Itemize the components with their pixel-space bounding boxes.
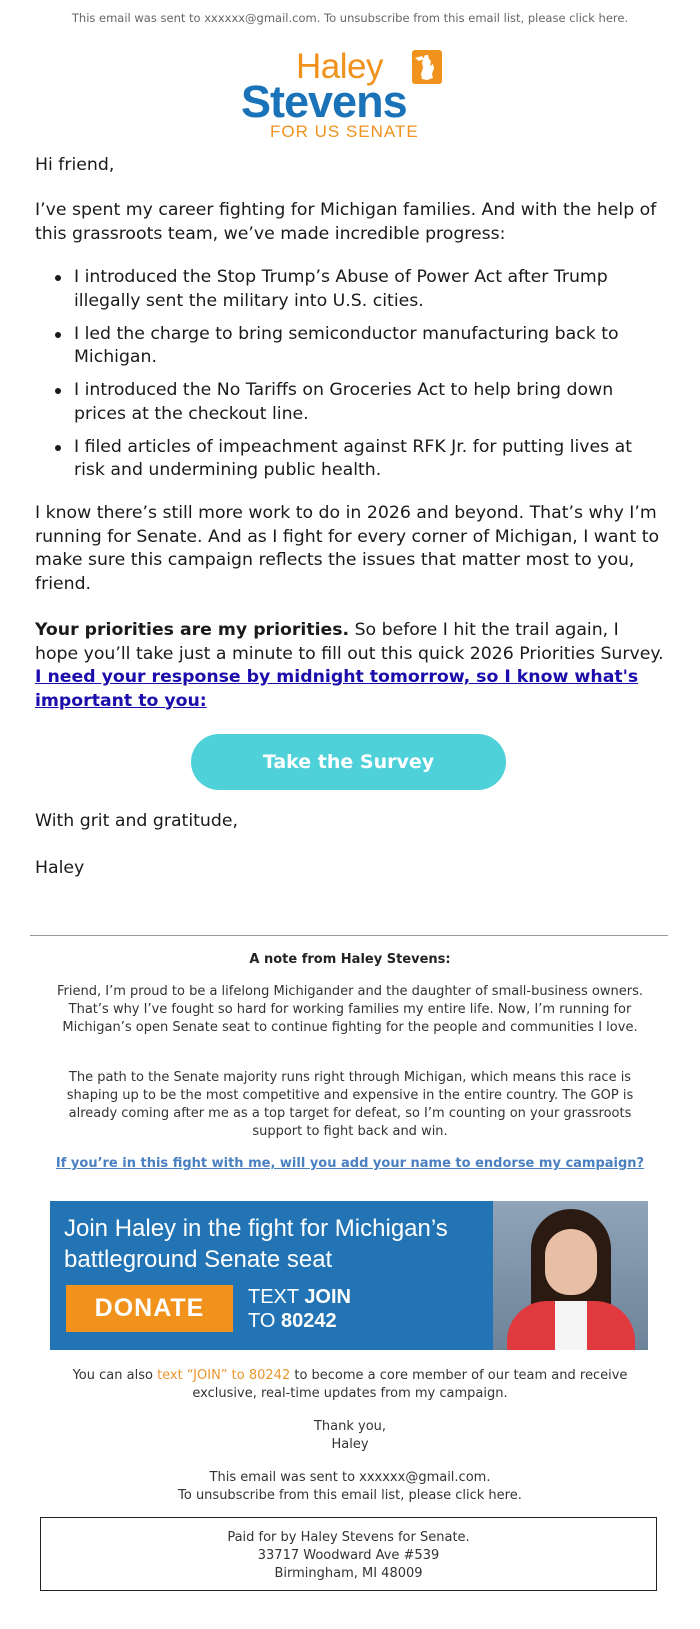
note-paragraph-1: Friend, I’m proud to be a lifelong Michigander and the daughter of small-business owners. That’s why I’ve fought so hard for working families my entire life. Now, I’m running for Michigan’s open Senate seat to continue fighting for the people and communities I love. <box>57 984 643 1035</box>
divider <box>30 935 668 936</box>
paid-for-box <box>40 1517 657 1591</box>
list-item: I led the charge to bring semiconductor manufacturing back to Michigan. <box>74 323 664 370</box>
survey-text: So before I hit the trail again, I hope you’ll take just a minute to fill out this quick 2026 Priorities Survey. <box>35 620 664 664</box>
candidate-photo <box>493 1201 648 1350</box>
text-number: 80242 <box>280 1310 337 1332</box>
preheader-text[interactable]: This email was sent to xxxxxx@gmail.com. To unsubscribe from this email list, please click here. <box>71 11 629 25</box>
intro-paragraph: I’ve spent my career fighting for Michigan families. And with the help of this grassroots team, we’ve made incredible progress: <box>35 200 657 244</box>
unsubscribe-link[interactable]: To unsubscribe from this email list, please click here. <box>178 1488 522 1503</box>
list-item: I introduced the Stop Trump’s Abuse of Power Act after Trump illegally sent the military into U.S. cities. <box>74 266 664 313</box>
text-prefix: TEXT <box>248 1286 305 1308</box>
list-item: I filed articles of impeachment against RFK Jr. for putting lives at risk and undermining public health. <box>74 436 664 483</box>
thanks-name: Haley <box>331 1437 369 1452</box>
campaign-logo <box>0 48 700 140</box>
logo-tagline: FOR US SENATE <box>270 122 419 141</box>
paid-for-line: Paid for by Haley Stevens for Senate. <box>227 1530 470 1545</box>
priorities-bold: Your priorities are my priorities. <box>35 620 350 640</box>
take-survey-button[interactable]: Take the Survey <box>191 734 506 790</box>
thanks-block <box>0 1418 700 1454</box>
thanks-line: Thank you, <box>313 1419 387 1434</box>
city-line: Birmingham, MI 48009 <box>274 1566 423 1581</box>
footer-sent-line: This email was sent to xxxxxx@gmail.com. <box>209 1470 491 1485</box>
survey-paragraph <box>35 619 667 713</box>
banner-headline: Join Haley in the fight for Michigan’s battleground Senate seat <box>64 1215 448 1273</box>
survey-deadline-link[interactable]: I need your response by midnight tomorrow, so I know what's important to you: <box>35 667 639 711</box>
accomplishments-list <box>74 266 664 492</box>
also-post: to become a core member of our team and receive exclusive, real-time updates from my campaign. <box>192 1368 628 1401</box>
address-line: 33717 Woodward Ave #539 <box>257 1548 440 1563</box>
also-pre: You can also <box>72 1368 158 1383</box>
donate-button[interactable]: DONATE <box>66 1285 233 1332</box>
text-join-link[interactable]: text “JOIN” to 80242 <box>157 1368 291 1383</box>
to-prefix: TO <box>248 1310 281 1332</box>
work-paragraph: I know there’s still more work to do in 2026 and beyond. That’s why I’m running for Senate. And as I fight for every corner of Michigan, I want to make sure this campaign reflects the issues that matter most to you, friend. <box>35 503 660 594</box>
text-join-callout <box>248 1285 351 1333</box>
logo-first-name: Haley <box>296 47 383 86</box>
signoff: With grit and gratitude, <box>35 811 238 831</box>
note-paragraph-2: The path to the Senate majority runs right through Michigan, which means this race is shaping up to be the most competitive and expensive in the entire country. The GOP is already coming after me as a top target for defeat, so I’m counting on your grassroots support to fight back and win. <box>66 1070 634 1139</box>
logo-last-name: Stevens <box>241 76 407 127</box>
endorse-link[interactable]: If you’re in this fight with me, will you add your name to endorse my campaign? <box>55 1156 645 1171</box>
signature-name: Haley <box>35 858 85 878</box>
text-keyword: JOIN <box>304 1286 351 1308</box>
list-item: I introduced the No Tariffs on Groceries Act to help bring down prices at the checkout line. <box>74 379 664 426</box>
greeting: Hi friend, <box>35 155 115 175</box>
donate-banner[interactable] <box>50 1201 648 1350</box>
michigan-icon <box>412 50 442 84</box>
text-join-paragraph <box>45 1367 655 1403</box>
footer-unsubscribe <box>0 1469 700 1505</box>
note-title: A note from Haley Stevens: <box>249 952 451 967</box>
